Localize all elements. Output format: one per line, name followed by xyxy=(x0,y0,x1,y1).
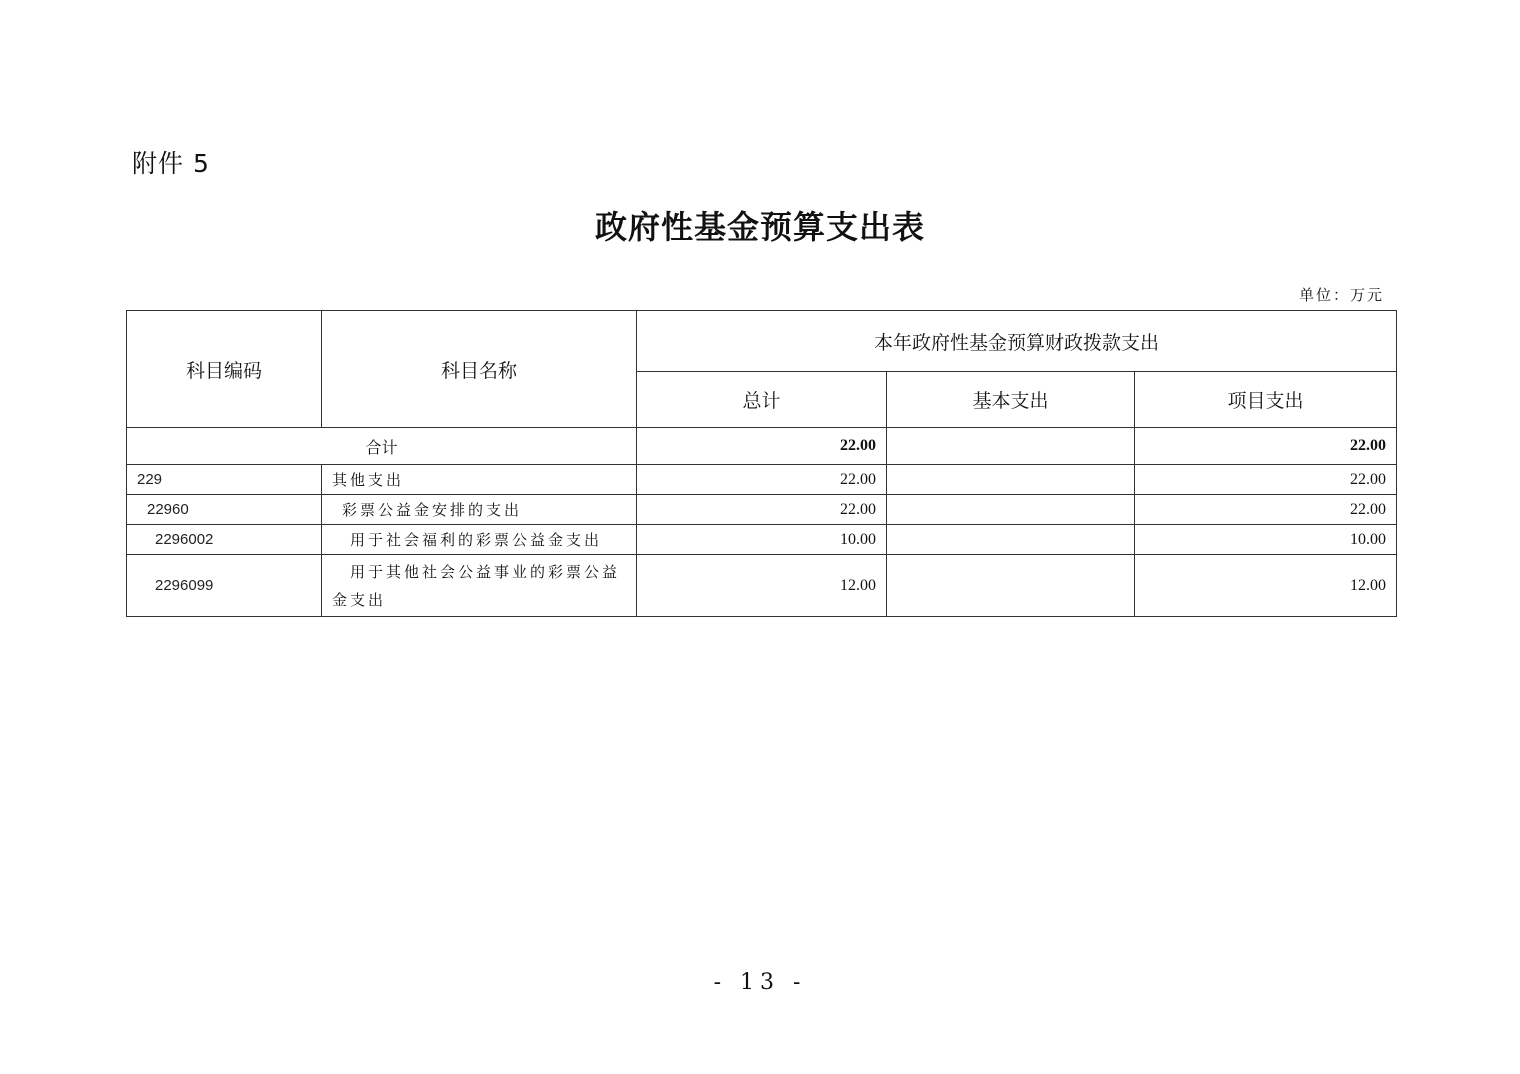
header-row xyxy=(127,311,1397,372)
row-basic xyxy=(887,465,1135,495)
table-row xyxy=(127,495,1397,525)
header-code: 科目编码 xyxy=(127,311,322,428)
row-total: 22.00 xyxy=(637,495,887,525)
unit-label: 单位：万元 xyxy=(1298,286,1384,304)
row-total: 22.00 xyxy=(637,465,887,495)
row-name: 用于其他社会公益事业的彩票公益金支出 xyxy=(322,555,637,617)
table-row xyxy=(127,465,1397,495)
total-label: 合计 xyxy=(127,428,637,465)
header-total: 总计 xyxy=(637,372,887,428)
document-title: 政府性基金预算支出表 xyxy=(594,208,925,246)
row-total: 12.00 xyxy=(637,555,887,617)
row-project: 12.00 xyxy=(1135,555,1397,617)
budget-table xyxy=(126,310,1397,617)
row-project: 10.00 xyxy=(1135,525,1397,555)
row-project: 22.00 xyxy=(1135,465,1397,495)
header-name: 科目名称 xyxy=(322,311,637,428)
header-group: 本年政府性基金预算财政拨款支出 xyxy=(637,311,1397,372)
total-total: 22.00 xyxy=(637,428,887,465)
row-basic xyxy=(887,495,1135,525)
total-basic xyxy=(887,428,1135,465)
row-basic xyxy=(887,555,1135,617)
row-project: 22.00 xyxy=(1135,495,1397,525)
row-code: 2296099 xyxy=(127,555,322,617)
total-row xyxy=(127,428,1397,465)
row-code: 229 xyxy=(127,465,322,495)
row-code: 22960 xyxy=(127,495,322,525)
total-project: 22.00 xyxy=(1135,428,1397,465)
header-basic: 基本支出 xyxy=(887,372,1135,428)
row-basic xyxy=(887,525,1135,555)
table-row xyxy=(127,525,1397,555)
row-name: 用于社会福利的彩票公益金支出 xyxy=(322,525,637,555)
row-code: 2296002 xyxy=(127,525,322,555)
header-project: 项目支出 xyxy=(1135,372,1397,428)
row-total: 10.00 xyxy=(637,525,887,555)
table-row xyxy=(127,555,1397,617)
row-name: 彩票公益金安排的支出 xyxy=(322,495,637,525)
attachment-label: 附件 5 xyxy=(132,149,210,178)
page-number: - 13 - xyxy=(713,970,807,995)
row-name: 其他支出 xyxy=(322,465,637,495)
